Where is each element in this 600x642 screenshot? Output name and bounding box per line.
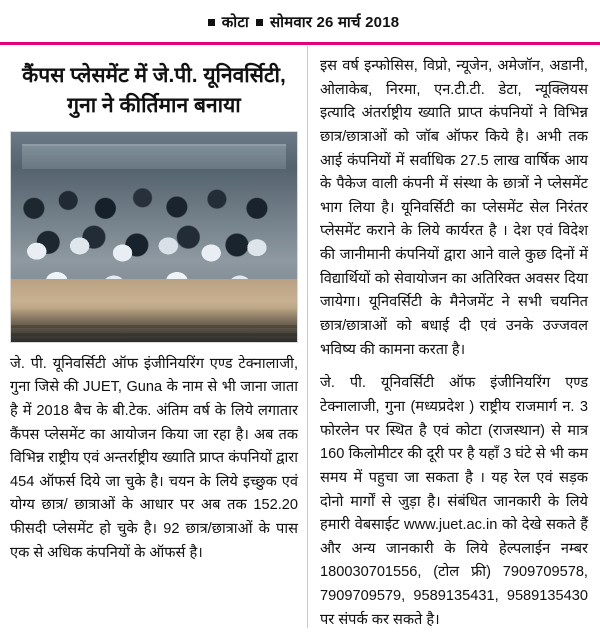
dateline-date: सोमवार 26 मार्च 2018: [269, 14, 400, 31]
photo-foreground-shadow: [11, 308, 297, 342]
article-columns: [0, 45, 600, 642]
dateline-place: कोटा: [221, 14, 249, 31]
article-photo: [10, 131, 298, 343]
column-divider: [307, 46, 308, 628]
left-paragraph-1: जे. पी. यूनिवर्सिटी ऑफ इंजीनियरिंग एण्ड टेक्नालाजी, गुना जिसे की JUET, Guna के नाम से भी जाना जाता है में 2018 बैच के बी.टेक. अंतिम वर्ष के लिये लगातार कैंपस प्लेसमेंट का आयोजन किया जा रहा है। अब तक विभिन्न राष्ट्रीय एवं अन्तर्राष्ट्रीय ख्याति प्राप्त कंपनियों द्वारा 454 ऑफर्स दिये जा चुके है। चयन के लिये इच्छुक एवं योग्य छात्र/ छात्राओं के आधार पर अब तक 152.20 फीसदी प्लेसमेंट हो चुके है। 92 छात्र/छात्राओं के पास एक से अधिक कंपनियों के ऑफर्स है।: [10, 355, 298, 561]
square-bullet-icon: [208, 19, 215, 26]
square-bullet-icon: [256, 19, 263, 26]
right-paragraph-2: जे. पी. यूनिवर्सिटी ऑफ इंजीनियरिंग एण्ड टेक्नालाजी, गुना (मध्यप्रदेश ) राष्ट्रीय राजमार्ग न. 3 फोरलेन पर स्थित है एवं कोटा (राजस्थान) से मात्र 160 किलोमीटर की दूरी पर है यहाँ 3 घंटे से भी कम समय में पहुचा जा सकता है । यह रेल एवं सड़क दोनो मार्गों से जुड़ा है। संबंधित जानकारी के लिये हमारी वेबसाईट www.juet.ac.in को देखे सकते हैं और अन्य जानकारी के लिये हेल्पलाईन नम्बर 180030701556, (टोल फ्री) 7909709578, 7909709579, 9589135431, 9589135430 पर संपर्क कर सकते है।: [320, 375, 588, 628]
right-paragraph-1: इस वर्ष इन्फोसिस, विप्रो, न्यूजेन, अमेजॉन, अडानी, ओलाकेब, निरमा, एन.टी.टी. डेटा, न्यूक्लियस इत्यादि अंतर्राष्ट्रीय ख्याति प्राप्त कंपनियों ने विभिन्न छात्र/छात्राओं को जॉब ऑफर किये है। अभी तक आई कंपनियों में सर्वाधिक 27.5 लाख वार्षिक आय के पैकेज वाली कंपनी में संस्था के छात्रों ने प्लेसमेंट भाग लिया है। यूनिवर्सिटी का प्लेसमेंट सेल निरंतर प्लेसमेंट कराने के लिये कार्यरत है । देश एवं विदेश की जानीमानी कंपनियों द्वारा आने वाले कुछ दिनों में विद्यार्थियों को सेवायोजन का अतिरिक्त अवसर दिया जायेगा। यूनिवर्सिटी के मैनेजमेंट ने सभी चयनित छात्र/छात्राओं को बधाई दी एवं उनके उज्जवल भविष्य की कामना करता है।: [320, 58, 588, 358]
left-column: [0, 45, 308, 642]
page-title: कैंपस प्लेसमेंट में जे.पी. यूनिवर्सिटी, गुना ने कीर्तिमान बनाया: [22, 64, 286, 117]
right-column: [308, 45, 600, 642]
dateline: [0, 0, 600, 42]
